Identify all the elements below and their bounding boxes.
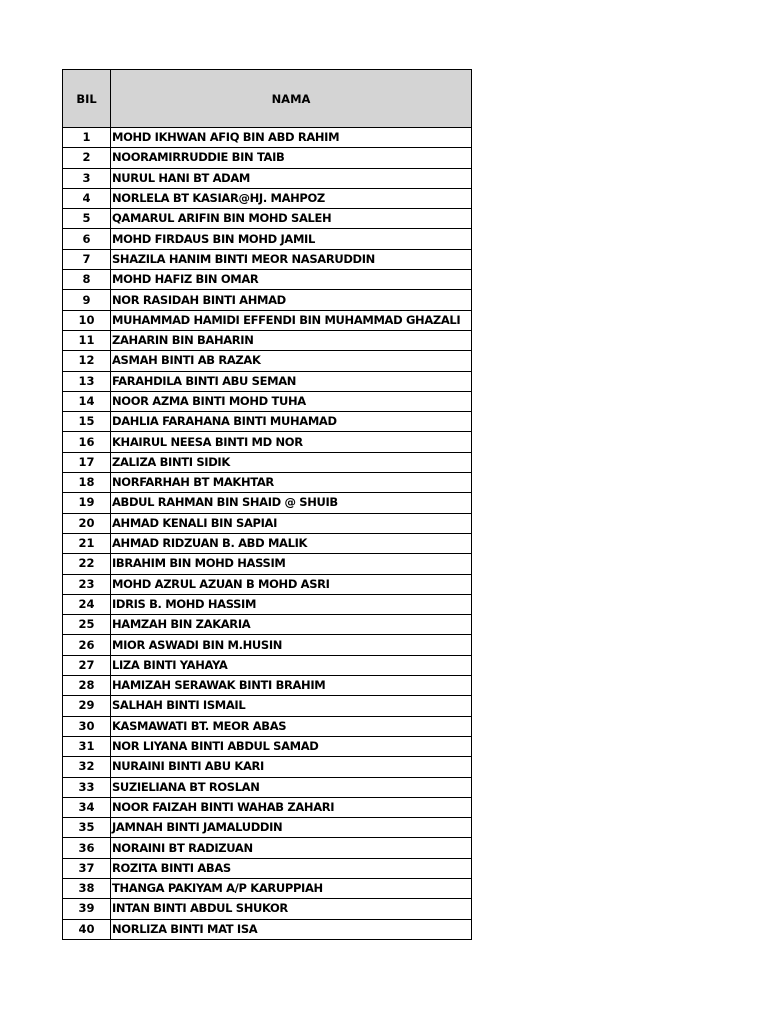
table-row [63, 290, 472, 310]
bil-cell: 33 [63, 777, 111, 797]
table-row [63, 351, 472, 371]
table-row [63, 615, 472, 635]
bil-cell: 12 [63, 351, 111, 371]
nama-cell: NOOR FAIZAH BINTI WAHAB ZAHARI [111, 797, 472, 817]
table-row [63, 493, 472, 513]
nama-cell: NORLELA BT KASIAR@HJ. MAHPOZ [111, 188, 472, 208]
table-row [63, 310, 472, 330]
table-row [63, 148, 472, 168]
table-row [63, 736, 472, 756]
table-row [63, 168, 472, 188]
table-row [63, 391, 472, 411]
nama-cell: MIOR ASWADI BIN M.HUSIN [111, 635, 472, 655]
table-row [63, 797, 472, 817]
bil-cell: 28 [63, 676, 111, 696]
table-row [63, 594, 472, 614]
bil-cell: 35 [63, 818, 111, 838]
nama-cell: ABDUL RAHMAN BIN SHAID @ SHUIB [111, 493, 472, 513]
nama-cell: NOR RASIDAH BINTI AHMAD [111, 290, 472, 310]
bil-cell: 16 [63, 432, 111, 452]
bil-cell: 32 [63, 757, 111, 777]
bil-cell: 40 [63, 919, 111, 939]
nama-cell: MOHD IKHWAN AFIQ BIN ABD RAHIM [111, 128, 472, 148]
table-row [63, 554, 472, 574]
bil-cell: 36 [63, 838, 111, 858]
table-row [63, 209, 472, 229]
bil-cell: 9 [63, 290, 111, 310]
nama-cell: MOHD AZRUL AZUAN B MOHD ASRI [111, 574, 472, 594]
table-row [63, 128, 472, 148]
nama-cell: MUHAMMAD HAMIDI EFFENDI BIN MUHAMMAD GHAZALI [111, 310, 472, 330]
bil-cell: 10 [63, 310, 111, 330]
table-row [63, 838, 472, 858]
table-row [63, 858, 472, 878]
nama-cell: MOHD HAFIZ BIN OMAR [111, 270, 472, 290]
nama-cell: IBRAHIM BIN MOHD HASSIM [111, 554, 472, 574]
table-row [63, 452, 472, 472]
table-row [63, 473, 472, 493]
bil-cell: 39 [63, 899, 111, 919]
bil-cell: 25 [63, 615, 111, 635]
bil-cell: 24 [63, 594, 111, 614]
bil-cell: 29 [63, 696, 111, 716]
bil-cell: 27 [63, 655, 111, 675]
nama-cell: JAMNAH BINTI JAMALUDDIN [111, 818, 472, 838]
table-row [63, 249, 472, 269]
table-row [63, 899, 472, 919]
nama-cell: NORAINI BT RADIZUAN [111, 838, 472, 858]
nama-cell: SUZIELIANA BT ROSLAN [111, 777, 472, 797]
nama-cell: QAMARUL ARIFIN BIN MOHD SALEH [111, 209, 472, 229]
nama-cell: FARAHDILA BINTI ABU SEMAN [111, 371, 472, 391]
nama-cell: KHAIRUL NEESA BINTI MD NOR [111, 432, 472, 452]
nama-cell: INTAN BINTI ABDUL SHUKOR [111, 899, 472, 919]
bil-cell: 1 [63, 128, 111, 148]
table-row [63, 696, 472, 716]
nama-cell: ASMAH BINTI AB RAZAK [111, 351, 472, 371]
nama-cell: NURUL HANI BT ADAM [111, 168, 472, 188]
bil-cell: 7 [63, 249, 111, 269]
bil-cell: 6 [63, 229, 111, 249]
bil-cell: 5 [63, 209, 111, 229]
bil-cell: 30 [63, 716, 111, 736]
table-row [63, 655, 472, 675]
table-row [63, 777, 472, 797]
table-body [63, 128, 472, 940]
table-row [63, 919, 472, 939]
table-row [63, 330, 472, 350]
bil-cell: 8 [63, 270, 111, 290]
nama-cell: HAMIZAH SERAWAK BINTI BRAHIM [111, 676, 472, 696]
nama-cell: MOHD FIRDAUS BIN MOHD JAMIL [111, 229, 472, 249]
bil-cell: 38 [63, 878, 111, 898]
nama-cell: LIZA BINTI YAHAYA [111, 655, 472, 675]
nama-cell: KASMAWATI BT. MEOR ABAS [111, 716, 472, 736]
table-row [63, 574, 472, 594]
bil-cell: 15 [63, 412, 111, 432]
nama-cell: NURAINI BINTI ABU KARI [111, 757, 472, 777]
bil-cell: 34 [63, 797, 111, 817]
nama-cell: AHMAD RIDZUAN B. ABD MALIK [111, 533, 472, 553]
nama-cell: ZALIZA BINTI SIDIK [111, 452, 472, 472]
bil-cell: 22 [63, 554, 111, 574]
bil-cell: 14 [63, 391, 111, 411]
nama-cell: ZAHARIN BIN BAHARIN [111, 330, 472, 350]
nama-cell: NOORAMIRRUDDIE BIN TAIB [111, 148, 472, 168]
table-row [63, 757, 472, 777]
nama-cell: IDRIS B. MOHD HASSIM [111, 594, 472, 614]
nama-cell: ROZITA BINTI ABAS [111, 858, 472, 878]
nama-cell: SHAZILA HANIM BINTI MEOR NASARUDDIN [111, 249, 472, 269]
table-row [63, 513, 472, 533]
header-nama: NAMA [111, 70, 472, 128]
header-bil: BIL [63, 70, 111, 128]
bil-cell: 2 [63, 148, 111, 168]
bil-cell: 13 [63, 371, 111, 391]
header-row [63, 70, 472, 128]
table-row [63, 676, 472, 696]
table-header [63, 70, 472, 128]
bil-cell: 19 [63, 493, 111, 513]
table-row [63, 188, 472, 208]
bil-cell: 26 [63, 635, 111, 655]
nama-cell: NORLIZA BINTI MAT ISA [111, 919, 472, 939]
nama-cell: SALHAH BINTI ISMAIL [111, 696, 472, 716]
nama-cell: DAHLIA FARAHANA BINTI MUHAMAD [111, 412, 472, 432]
nama-cell: NORFARHAH BT MAKHTAR [111, 473, 472, 493]
table-row [63, 635, 472, 655]
nama-cell: THANGA PAKIYAM A/P KARUPPIAH [111, 878, 472, 898]
name-list-table [62, 69, 472, 940]
bil-cell: 37 [63, 858, 111, 878]
table-row [63, 432, 472, 452]
table-row [63, 878, 472, 898]
bil-cell: 18 [63, 473, 111, 493]
bil-cell: 31 [63, 736, 111, 756]
bil-cell: 3 [63, 168, 111, 188]
table-row [63, 716, 472, 736]
nama-cell: NOOR AZMA BINTI MOHD TUHA [111, 391, 472, 411]
table-row [63, 533, 472, 553]
table-row [63, 818, 472, 838]
bil-cell: 11 [63, 330, 111, 350]
table-row [63, 412, 472, 432]
bil-cell: 17 [63, 452, 111, 472]
nama-cell: HAMZAH BIN ZAKARIA [111, 615, 472, 635]
bil-cell: 21 [63, 533, 111, 553]
nama-cell: AHMAD KENALI BIN SAPIAI [111, 513, 472, 533]
bil-cell: 23 [63, 574, 111, 594]
nama-cell: NOR LIYANA BINTI ABDUL SAMAD [111, 736, 472, 756]
table-row [63, 270, 472, 290]
table-row [63, 229, 472, 249]
bil-cell: 20 [63, 513, 111, 533]
bil-cell: 4 [63, 188, 111, 208]
table-row [63, 371, 472, 391]
